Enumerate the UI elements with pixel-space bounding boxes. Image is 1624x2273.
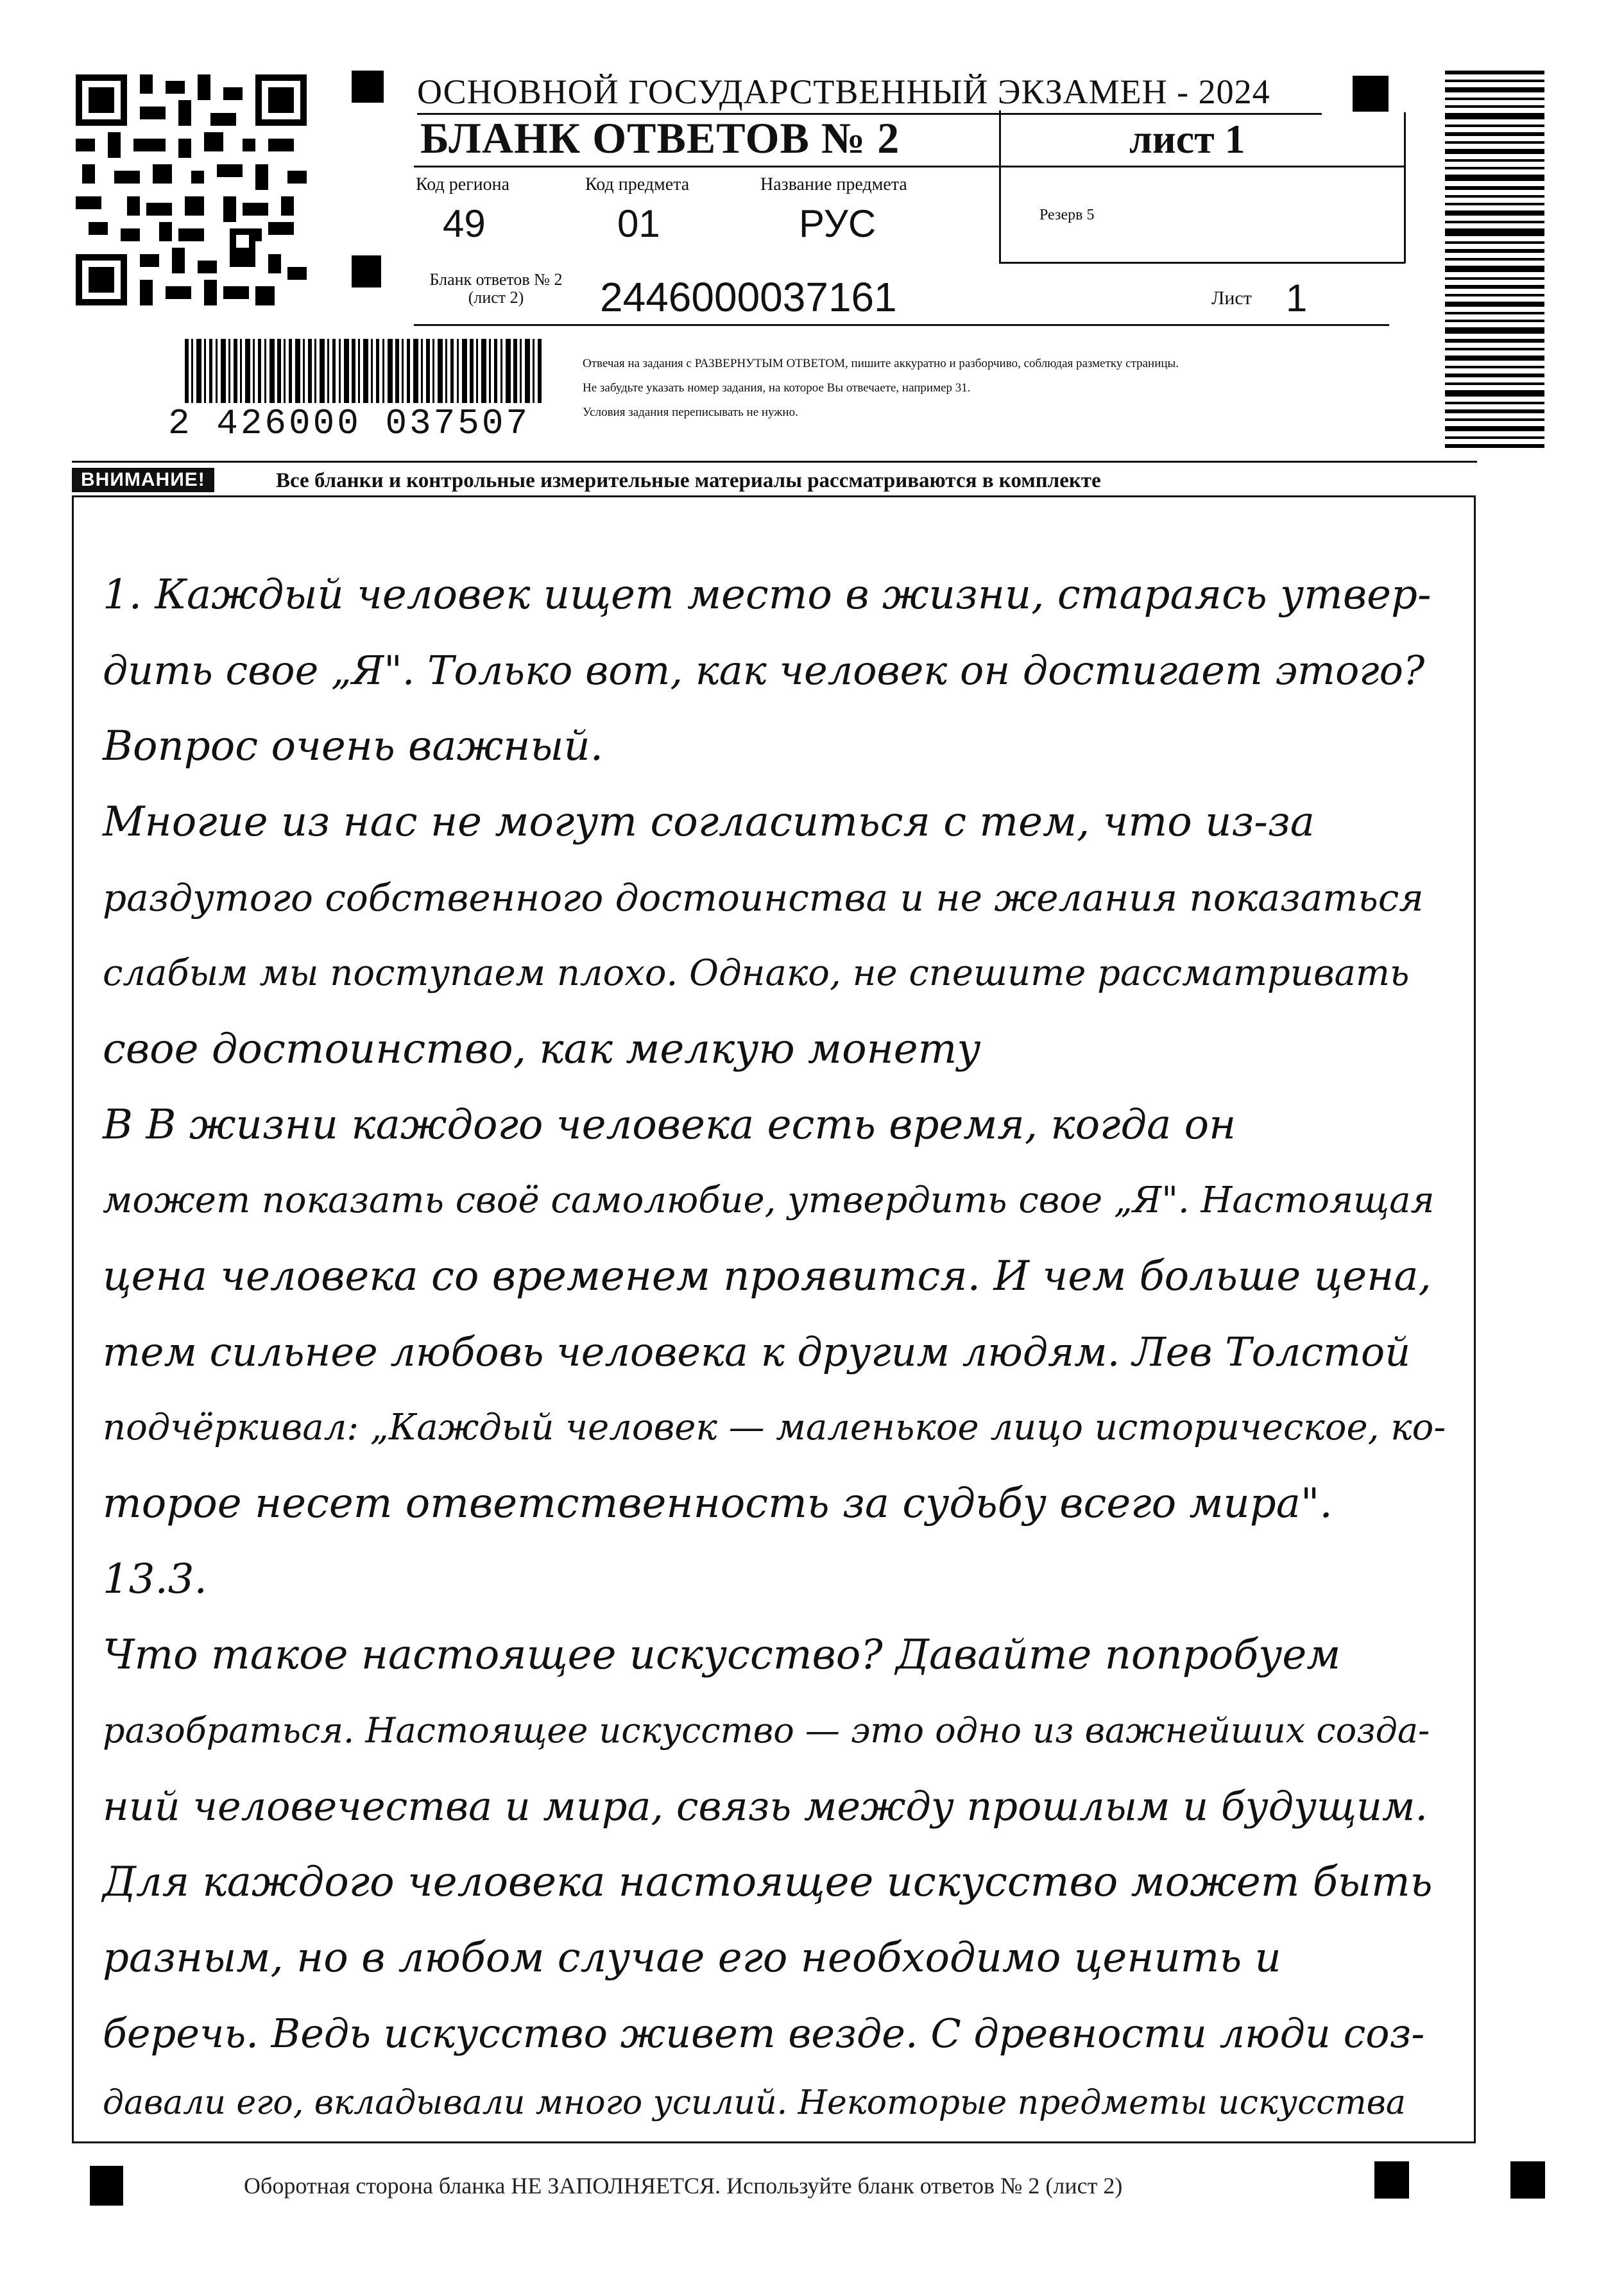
registration-mark [1510, 2161, 1545, 2199]
answer-line: Вопрос очень важный. [103, 723, 604, 770]
answer-line: Для каждого человека настоящее искусство может быть [103, 1858, 1433, 1906]
region-code-value: 49 [443, 202, 486, 245]
registration-mark [1374, 2161, 1409, 2199]
answer-line: свое достоинство, как мелкую монету [103, 1025, 981, 1073]
answer-line: ний человечества и мира, связь между прошлым и будущим. [103, 1783, 1428, 1830]
answer-line: давали его, вкладывали много усилий. Некоторые предметы искусства [103, 2084, 1406, 2122]
registration-mark [352, 71, 384, 103]
subject-name-label: Название предмета [760, 175, 907, 194]
sheet-number-label: Лист [1211, 287, 1252, 309]
answer-line: цена человека со временем проявится. И чем больше цена, [103, 1253, 1432, 1300]
answer-line: Что такое настоящее искусство? Давайте попробуем [103, 1631, 1341, 1679]
registration-mark [1353, 76, 1389, 112]
form-ref-label-line2: (лист 2) [468, 288, 524, 307]
footer-note: Оборотная сторона бланка НЕ ЗАПОЛНЯЕТСЯ. Используйте бланк ответов № 2 (лист 2) [244, 2173, 1123, 2199]
answer-line: раздутого собственного достоинства и не желания показаться [103, 876, 1424, 920]
warning-bar [72, 461, 1477, 495]
answer-line: разным, но в любом случае его необходимо ценить и [103, 1934, 1281, 1982]
exam-title: ОСНОВНОЙ ГОСУДАРСТВЕННЫЙ ЭКЗАМЕН - 2024 [417, 72, 1322, 115]
barcode-number: 2 426000 037507 [168, 403, 531, 444]
warning-text: Все бланки и контрольные измерительные материалы рассматриваются в комплекте [276, 469, 1101, 492]
form-ref-label [409, 271, 583, 307]
instruction-line: Условия задания переписывать не нужно. [583, 406, 798, 419]
reserve-label: Резерв 5 [1039, 207, 1095, 223]
sheet-label: лист 1 [1129, 116, 1245, 162]
sheet-number-value: 1 [1286, 277, 1308, 320]
answer-line: беречь. Ведь искусство живет везде. С древности люди соз- [103, 2010, 1425, 2057]
answer-line: слабым мы поступаем плохо. Однако, не спешите рассматривать [103, 952, 1410, 994]
subject-code-value: 01 [617, 202, 660, 245]
answer-line: торое несет ответственность за судьбу всего мира". [103, 1480, 1333, 1527]
qr-code [76, 72, 307, 308]
answer-line: Многие из нас не могут согласиться с тем, что из-за [103, 798, 1315, 846]
answer-line: 1. Каждый человек ищет место в жизни, стараясь утвер- [103, 571, 1432, 619]
subject-name-value: РУС [799, 202, 876, 245]
answer-line: может показать своё самолюбие, утвердить свое „Я". Настоящая [103, 1179, 1435, 1221]
header-right-border [1404, 112, 1406, 263]
answer-line: 13.3. [103, 1556, 207, 1603]
warning-badge: ВНИМАНИЕ! [72, 468, 214, 492]
region-code-label: Код региона [416, 175, 510, 194]
form-ref-label-line1: Бланк ответов № 2 [429, 270, 563, 289]
answer-line: тем сильнее любовь человека к другим людям. Лев Толстой [103, 1328, 1411, 1375]
instruction-line: Отвечая на задания с РАЗВЕРНУТЫМ ОТВЕТОМ, пишите аккуратно и разборчиво, соблюдая разметку страницы. [583, 357, 1179, 370]
answer-line: дить свое „Я". Только вот, как человек он достигает этого? [103, 647, 1425, 694]
instructions [583, 352, 1404, 425]
header-bottom-line [999, 262, 1405, 264]
answer-line: разобраться. Настоящее искусство — это одно из важнейших созда- [103, 1710, 1430, 1751]
form-number-underline [414, 324, 1389, 326]
answer-line: В В жизни каждого человека есть время, когда он [103, 1101, 1236, 1149]
form-title: БЛАНК ОТВЕТОВ № 2 [420, 114, 900, 162]
registration-mark [90, 2166, 123, 2206]
horizontal-barcode [185, 339, 544, 403]
answer-line: подчёркивал: „Каждый человек — маленькое лицо историческое, ко- [103, 1407, 1446, 1448]
subject-code-label: Код предмета [585, 175, 690, 194]
registration-mark [352, 255, 381, 287]
header-vertical-divider [999, 110, 1001, 263]
vertical-barcode [1445, 71, 1544, 449]
instruction-line: Не забудьте указать номер задания, на которое Вы отвечаете, например 31. [583, 381, 971, 395]
header-divider [414, 166, 1405, 167]
form-number: 2446000037161 [600, 274, 897, 320]
